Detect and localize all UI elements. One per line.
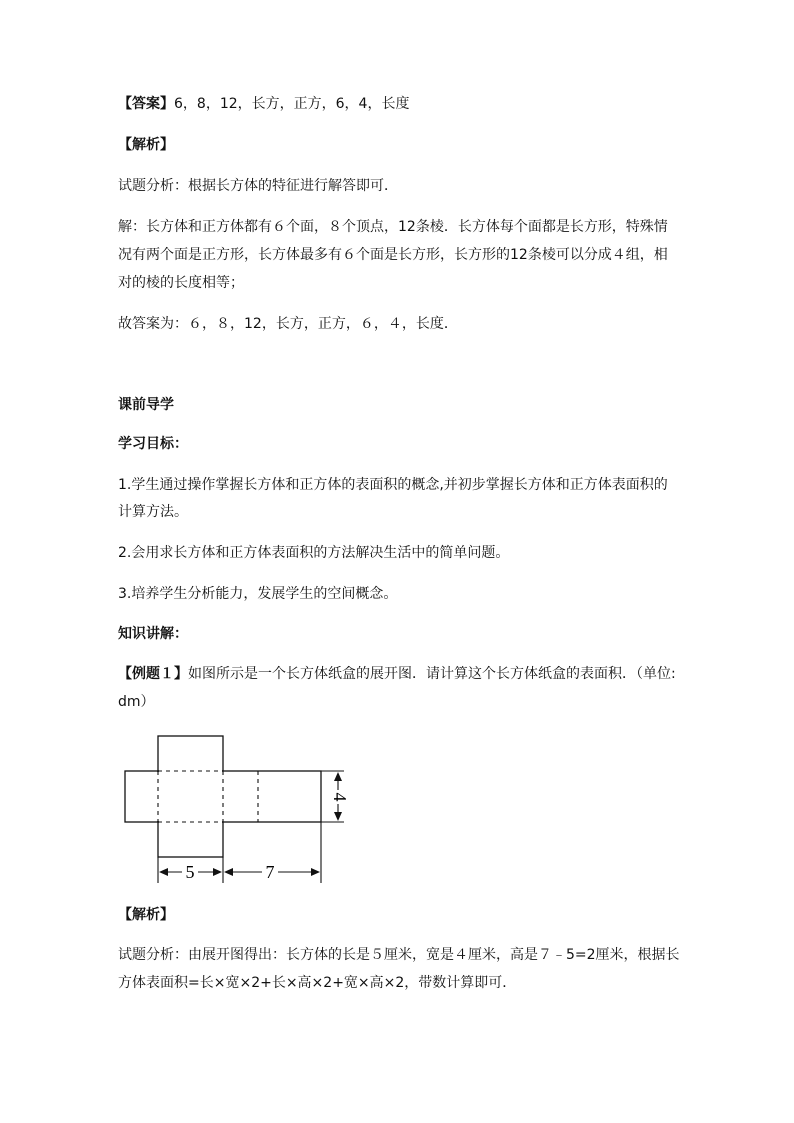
goal-item: 2.会用求长方体和正方体表面积的方法解决生活中的简单问题。 bbox=[118, 545, 510, 561]
net-bottom-face bbox=[158, 822, 223, 857]
analysis2-line: 方体表面积=长×宽×2+长×高×2+宽×高×2，带数计算即可． bbox=[118, 975, 517, 991]
dim-bottom-left-label: 5 bbox=[185, 862, 195, 882]
box-net-figure bbox=[118, 728, 358, 888]
analysis-intro: 试题分析：根据长方体的特征进行解答即可． bbox=[118, 178, 398, 194]
solution-line: 解：长方体和正方体都有６个面，８个顶点，12条棱．长方体每个面都是长方形，特殊情 bbox=[118, 219, 668, 235]
answer-text: 6，8，12，长方，正方，6，4，长度 bbox=[174, 96, 410, 112]
dim-right-label: 4 bbox=[329, 792, 350, 802]
analysis-heading: 【解析】 bbox=[118, 137, 174, 153]
section-title: 课前导学 bbox=[118, 397, 174, 413]
example-label: 【例题１】 bbox=[118, 666, 188, 682]
net-left-face bbox=[125, 771, 158, 822]
solution-line: 对的棱的长度相等； bbox=[118, 275, 244, 291]
knowledge-heading: 知识讲解： bbox=[118, 626, 188, 642]
net-top-face bbox=[158, 736, 223, 771]
example-text: 如图所示是一个长方体纸盒的展开图．请计算这个长方体纸盒的表面积．（单位: bbox=[188, 666, 676, 682]
conclusion-line: 故答案为：６，８，12，长方，正方，６，４，长度． bbox=[118, 316, 458, 332]
net-middle-strip bbox=[158, 771, 321, 822]
solution-line: 况有两个面是正方形，长方体最多有６个面是长方形，长方形的12条棱可以分成４组，相 bbox=[118, 247, 668, 263]
answer-line bbox=[118, 92, 684, 117]
dim-bottom-right-label: 7 bbox=[265, 862, 275, 882]
goal-item: 计算方法。 bbox=[118, 504, 188, 520]
goal-item: 3.培养学生分析能力，发展学生的空间概念。 bbox=[118, 586, 398, 602]
analysis2-heading: 【解析】 bbox=[118, 907, 174, 923]
answer-label: 【答案】 bbox=[118, 96, 174, 112]
example-line bbox=[118, 662, 684, 687]
example-line-2: dm） bbox=[118, 694, 155, 710]
analysis2-line: 试题分析：由展开图得出：长方体的长是５厘米，宽是４厘米，高是７﹣5=2厘米，根据长 bbox=[118, 947, 680, 963]
goal-item: 1.学生通过操作掌握长方体和正方体的表面积的概念,并初步掌握长方体和正方体表面积的 bbox=[118, 477, 668, 493]
goals-heading: 学习目标： bbox=[118, 436, 188, 452]
